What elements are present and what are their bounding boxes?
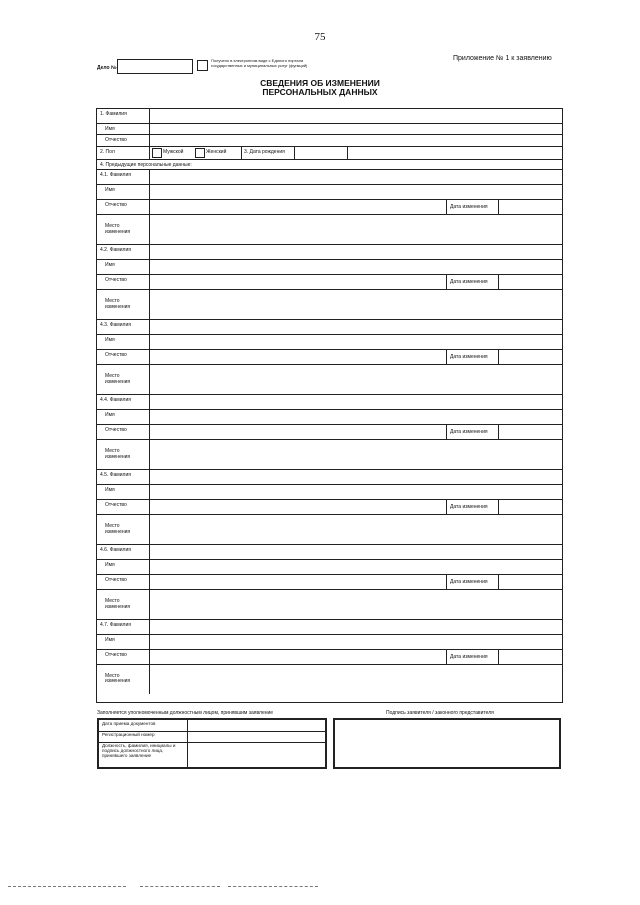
row-divider bbox=[446, 500, 447, 515]
prev-patronymic-row bbox=[97, 349, 562, 364]
change-date-label: Дата изменения bbox=[450, 654, 488, 660]
prev-patronymic-row-label: Отчество bbox=[105, 427, 127, 433]
change-place-row bbox=[97, 439, 562, 469]
previous-data-row bbox=[97, 159, 562, 169]
prev-surname-row-label: 4.3. Фамилия bbox=[100, 322, 131, 328]
prev-name-row-label: Имя bbox=[105, 187, 115, 193]
prev-surname-row-field[interactable] bbox=[150, 470, 562, 485]
reg-date-label: Дата приема документов bbox=[102, 721, 156, 726]
patronymic-row bbox=[97, 134, 562, 146]
change-date-label: Дата изменения bbox=[450, 579, 488, 585]
prev-patronymic-row bbox=[97, 574, 562, 589]
surname-row-label: 1. Фамилия bbox=[100, 111, 127, 117]
change-date-field[interactable] bbox=[499, 650, 562, 665]
name-row-label: Имя bbox=[105, 126, 115, 132]
prev-surname-row-field[interactable] bbox=[150, 620, 562, 635]
change-date-field[interactable] bbox=[499, 350, 562, 365]
change-date-field[interactable] bbox=[499, 425, 562, 440]
reg-row-official bbox=[99, 742, 325, 767]
change-place-row-label: Место изменения bbox=[105, 223, 131, 235]
prev-surname-row-label: 4.4. Фамилия bbox=[100, 397, 131, 403]
prev-patronymic-row-field[interactable] bbox=[150, 500, 445, 515]
change-place-row bbox=[97, 364, 562, 394]
personal-data-form bbox=[96, 108, 563, 703]
prev-patronymic-row-label: Отчество bbox=[105, 577, 127, 583]
title-line-1: СВЕДЕНИЯ ОБ ИЗМЕНЕНИИ bbox=[260, 78, 380, 88]
title-line-2: ПЕРСОНАЛЬНЫХ ДАННЫХ bbox=[262, 87, 378, 97]
change-date-label: Дата изменения bbox=[450, 504, 488, 510]
prev-patronymic-row-label: Отчество bbox=[105, 277, 127, 283]
change-place-row-label: Место изменения bbox=[105, 298, 131, 310]
prev-surname-row-field[interactable] bbox=[150, 170, 562, 185]
footer-rule bbox=[140, 886, 220, 887]
sex-row-label: 2. Пол bbox=[100, 149, 115, 155]
appendix-label: Приложение № 1 к заявлению bbox=[453, 55, 552, 62]
change-place-row bbox=[97, 289, 562, 319]
prev-patronymic-row-field[interactable] bbox=[150, 350, 445, 365]
prev-name-row bbox=[97, 334, 562, 349]
case-number-label: Дело № bbox=[97, 65, 117, 71]
change-date-field[interactable] bbox=[499, 575, 562, 590]
prev-surname-row bbox=[97, 244, 562, 259]
prev-name-row-field[interactable] bbox=[150, 260, 562, 275]
prev-name-row-label: Имя bbox=[105, 412, 115, 418]
prev-surname-row-label: 4.7. Фамилия bbox=[100, 622, 131, 628]
prev-name-row bbox=[97, 634, 562, 649]
prev-surname-row bbox=[97, 394, 562, 409]
prev-patronymic-row-label: Отчество bbox=[105, 202, 127, 208]
footer-rule bbox=[8, 886, 126, 887]
surname-row-field[interactable] bbox=[150, 109, 562, 124]
official-caption: Заполняется уполномоченным должностным лицом, принявшим заявление bbox=[97, 710, 274, 716]
change-place-row-field[interactable] bbox=[150, 215, 562, 245]
row-divider bbox=[446, 650, 447, 665]
prev-name-row-label: Имя bbox=[105, 637, 115, 643]
prev-patronymic-row-field[interactable] bbox=[150, 425, 445, 440]
prev-patronymic-row-label: Отчество bbox=[105, 502, 127, 508]
female-checkbox[interactable] bbox=[195, 148, 205, 158]
male-label: Мужской bbox=[163, 149, 184, 155]
prev-name-row-field[interactable] bbox=[150, 335, 562, 350]
change-place-row-label: Место изменения bbox=[105, 523, 131, 535]
prev-patronymic-row-field[interactable] bbox=[150, 275, 445, 290]
prev-name-row bbox=[97, 409, 562, 424]
change-date-field[interactable] bbox=[499, 500, 562, 515]
name-row bbox=[97, 123, 562, 134]
change-date-label: Дата изменения bbox=[450, 204, 488, 210]
prev-patronymic-row-field[interactable] bbox=[150, 575, 445, 590]
prev-name-row bbox=[97, 559, 562, 574]
change-place-row-field[interactable] bbox=[150, 365, 562, 395]
prev-patronymic-row bbox=[97, 424, 562, 439]
surname-row bbox=[97, 108, 562, 123]
epgu-note: Получено в электронном виде с Единого портала государственных и муниципальных услуг (функций) bbox=[211, 58, 308, 68]
prev-surname-row-label: 4.5. Фамилия bbox=[100, 472, 131, 478]
change-place-row bbox=[97, 214, 562, 244]
reg-number-label: Регистрационный номер bbox=[102, 732, 155, 737]
change-place-row-field[interactable] bbox=[150, 665, 562, 694]
prev-patronymic-row bbox=[97, 649, 562, 664]
prev-surname-row-field[interactable] bbox=[150, 395, 562, 410]
prev-name-row bbox=[97, 484, 562, 499]
row-divider bbox=[562, 147, 563, 160]
row-divider bbox=[446, 350, 447, 365]
reg-row-date bbox=[99, 721, 325, 731]
change-place-row bbox=[97, 664, 562, 693]
change-date-label: Дата изменения bbox=[450, 354, 488, 360]
prev-patronymic-row-field[interactable] bbox=[150, 650, 445, 665]
change-place-row-field[interactable] bbox=[150, 290, 562, 320]
change-date-field[interactable] bbox=[499, 200, 562, 215]
change-date-label: Дата изменения bbox=[450, 429, 488, 435]
female-label: Женский bbox=[206, 149, 227, 155]
row-divider bbox=[446, 425, 447, 440]
prev-patronymic-row bbox=[97, 274, 562, 289]
prev-surname-row bbox=[97, 544, 562, 559]
change-place-row-label: Место изменения bbox=[105, 448, 131, 460]
prev-surname-row bbox=[97, 169, 562, 184]
prev-name-row bbox=[97, 259, 562, 274]
case-number-field[interactable] bbox=[117, 59, 193, 74]
prev-name-row-field[interactable] bbox=[150, 485, 562, 500]
row-divider bbox=[446, 275, 447, 290]
reg-row-number bbox=[99, 731, 325, 742]
change-place-row-label: Место изменения bbox=[105, 598, 131, 610]
prev-patronymic-row-field[interactable] bbox=[150, 200, 445, 215]
prev-patronymic-row-label: Отчество bbox=[105, 352, 127, 358]
prev-surname-row bbox=[97, 469, 562, 484]
change-place-row bbox=[97, 589, 562, 619]
form-title bbox=[0, 79, 640, 97]
prev-surname-row-field[interactable] bbox=[150, 245, 562, 260]
prev-surname-row-label: 4.6. Фамилия bbox=[100, 547, 131, 553]
registration-table bbox=[97, 718, 327, 769]
prev-surname-row-field[interactable] bbox=[150, 545, 562, 560]
prev-surname-row-field[interactable] bbox=[150, 320, 562, 335]
page-number: 75 bbox=[314, 31, 326, 43]
row-divider bbox=[446, 200, 447, 215]
prev-surname-row bbox=[97, 319, 562, 334]
prev-surname-row-label: 4.1. Фамилия bbox=[100, 172, 131, 178]
male-checkbox[interactable] bbox=[152, 148, 162, 158]
prev-patronymic-row bbox=[97, 499, 562, 514]
prev-name-row-label: Имя bbox=[105, 262, 115, 268]
footer-rule bbox=[228, 886, 318, 887]
change-place-row-field[interactable] bbox=[150, 515, 562, 545]
signature-caption: Подпись заявителя / законного представителя bbox=[386, 710, 494, 716]
prev-name-row-label: Имя bbox=[105, 487, 115, 493]
change-date-label: Дата изменения bbox=[450, 279, 488, 285]
prev-name-row-field[interactable] bbox=[150, 560, 562, 575]
prev-patronymic-row bbox=[97, 199, 562, 214]
change-place-row-field[interactable] bbox=[150, 440, 562, 470]
prev-surname-row-label: 4.2. Фамилия bbox=[100, 247, 131, 253]
prev-surname-row bbox=[97, 619, 562, 634]
prev-name-row-field[interactable] bbox=[150, 410, 562, 425]
prev-name-row-label: Имя bbox=[105, 562, 115, 568]
previous-data-row-label: 4. Предыдущие персональные данные: bbox=[100, 162, 192, 168]
prev-name-row bbox=[97, 184, 562, 199]
prev-patronymic-row-label: Отчество bbox=[105, 652, 127, 658]
birth-date-label: 3. Дата рождения bbox=[244, 149, 285, 155]
prev-name-row-label: Имя bbox=[105, 337, 115, 343]
patronymic-row-label: Отчество bbox=[105, 137, 127, 143]
sex-row bbox=[97, 146, 562, 159]
row-divider bbox=[446, 575, 447, 590]
prev-name-row-field[interactable] bbox=[150, 635, 562, 650]
prev-name-row-field[interactable] bbox=[150, 185, 562, 200]
change-place-row-field[interactable] bbox=[150, 590, 562, 620]
signature-box[interactable] bbox=[333, 718, 561, 769]
change-place-row bbox=[97, 514, 562, 544]
change-place-row-label: Место изменения bbox=[105, 672, 131, 684]
change-place-row-label: Место изменения bbox=[105, 373, 131, 385]
change-date-field[interactable] bbox=[499, 275, 562, 290]
reg-official-label: Должность, фамилия, инициалы и подпись должностного лица, принявшего заявление bbox=[102, 743, 176, 758]
epgu-checkbox[interactable] bbox=[197, 60, 208, 71]
